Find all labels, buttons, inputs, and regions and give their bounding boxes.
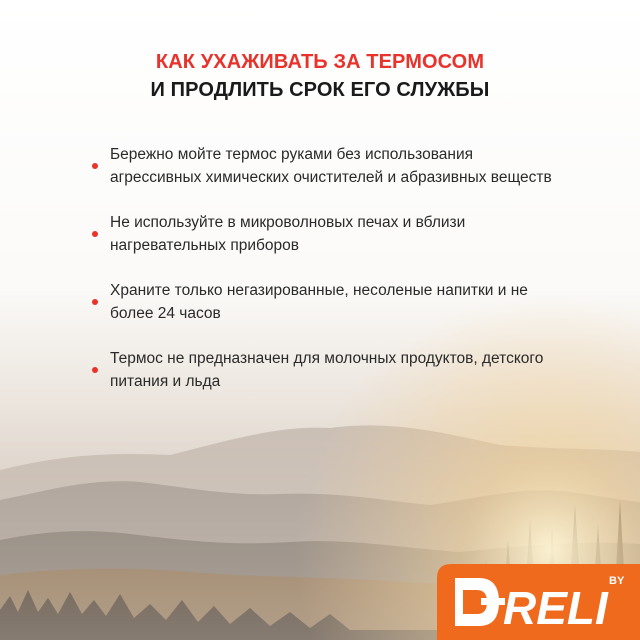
page-title <box>0 48 640 104</box>
logo-wordmark: RELI <box>503 582 608 634</box>
red-dot-icon <box>92 367 98 373</box>
list-item <box>92 347 562 393</box>
title-line-2: И ПРОДЛИТЬ СРОК ЕГО СЛУЖБЫ <box>150 79 490 101</box>
list-item <box>92 211 562 257</box>
list-item <box>92 279 562 325</box>
list-item-text: Термос не предназначен для молочных продуктов, детского питания и льда <box>110 350 544 390</box>
list-item-text: Бережно мойте термос руками без использования агрессивных химических очистителей и абразивных веществ <box>110 146 552 186</box>
red-dot-icon <box>92 163 98 169</box>
list-item <box>92 143 562 189</box>
care-tips-list <box>92 143 562 415</box>
logo-by: BY <box>609 575 625 587</box>
list-item-text: Храните только негазированные, несоленые напитки и не более 24 часов <box>110 282 528 322</box>
title-line-1: КАК УХАЖИВАТЬ ЗА ТЕРМОСОМ <box>155 51 485 73</box>
red-dot-icon <box>92 231 98 237</box>
red-dot-icon <box>92 299 98 305</box>
dreli-logo <box>437 564 640 640</box>
list-item-text: Не используйте в микроволновых печах и вблизи нагревательных приборов <box>110 214 466 254</box>
